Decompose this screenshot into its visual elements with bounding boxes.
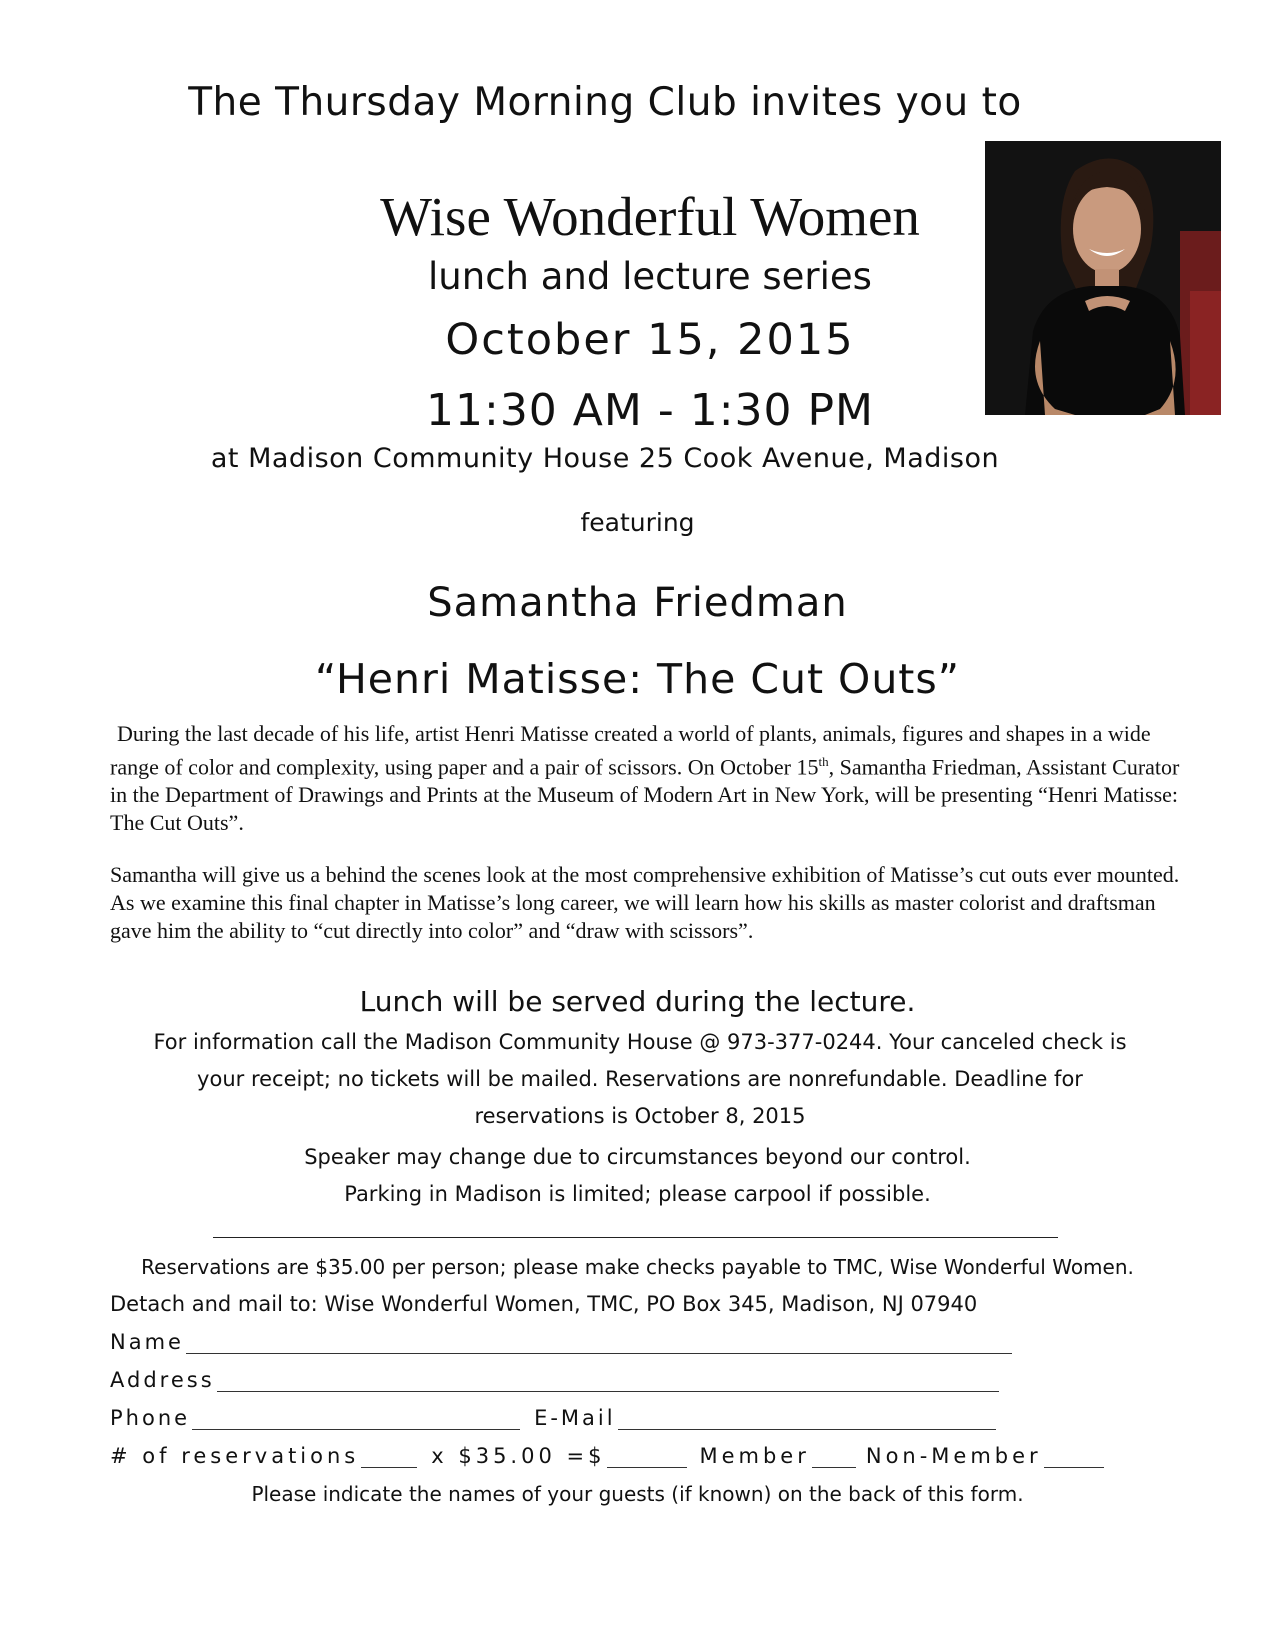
event-venue: at Madison Community House 25 Cook Avenue, Madison	[210, 443, 1000, 474]
price-multiplier: x $35.00 =$	[431, 1444, 606, 1468]
email-field[interactable]	[618, 1409, 996, 1430]
email-label: E-Mail	[534, 1406, 616, 1430]
address-row	[110, 1368, 999, 1392]
invitation-line: The Thursday Morning Club invites you to	[188, 80, 1022, 125]
parking-note: Parking in Madison is limited; please carpool if possible.	[344, 1182, 931, 1206]
address-field[interactable]	[217, 1371, 999, 1392]
event-time: 11:30 AM - 1:30 PM	[426, 385, 874, 436]
non-member-label: Non-Member	[865, 1444, 1042, 1468]
paragraph-1-text-b: , Samantha Friedman, Assistant Curator in the Department of Drawings and Prints at the Museum of Modern Art in New York, will be presenting “Henri Matisse: The Cut Outs”.	[110, 754, 1180, 836]
guests-note: Please indicate the names of your guests (if known) on the back of this form.	[251, 1482, 1024, 1506]
mailing-address: Detach and mail to: Wise Wonderful Women, TMC, PO Box 345, Madison, NJ 07940	[110, 1292, 978, 1316]
phone-field[interactable]	[192, 1409, 520, 1430]
description-paragraph-2: Samantha will give us a behind the scenes look at the most comprehensive exhibition of Matisse’s cut outs ever mounted. As we examine this final chapter in Matisse’s long career, we will learn how his skills as master colorist and draftsman gave him the ability to “cut directly into color” and “draw with scissors”.	[110, 862, 1180, 943]
event-date: October 15, 2015	[445, 315, 855, 365]
name-row	[110, 1330, 1012, 1354]
reservation-count-row	[110, 1444, 1104, 1468]
address-label: Address	[110, 1368, 215, 1392]
non-member-field[interactable]	[1044, 1447, 1104, 1468]
speaker-photo	[985, 141, 1221, 415]
total-amount-field[interactable]	[607, 1447, 687, 1468]
paragraph-1-text-a: During the last decade of his life, artist Henri Matisse created a world of plants, animals, figures and shapes in a wide range of color and complexity, using paper and a pair of scissors. On October 15	[110, 721, 1151, 780]
speaker-name: Samantha Friedman	[427, 580, 848, 626]
speaker-photo-image	[985, 141, 1221, 415]
event-title: Wise Wonderful Women	[380, 186, 920, 247]
member-label: Member	[699, 1444, 810, 1468]
detach-divider	[213, 1237, 1058, 1238]
reservation-count-field[interactable]	[361, 1447, 417, 1468]
description-paragraph-1	[110, 720, 1185, 837]
reservation-count-label: # of reservations	[110, 1444, 360, 1468]
featuring-label: featuring	[580, 508, 695, 537]
event-subtitle: lunch and lecture series	[428, 255, 872, 298]
paragraph-1-superscript: th	[818, 754, 829, 769]
member-field[interactable]	[812, 1447, 856, 1468]
information-text: For information call the Madison Community House @ 973-377-0244. Your canceled check is your receipt; no tickets will be mailed. Reservations are nonrefundable. Deadline for reservations is October 8, 2015	[153, 1030, 1127, 1128]
name-label: Name	[110, 1330, 184, 1354]
lunch-note: Lunch will be served during the lecture.	[359, 985, 916, 1018]
phone-label: Phone	[110, 1406, 191, 1430]
talk-title: “Henri Matisse: The Cut Outs”	[314, 655, 960, 703]
phone-email-row	[110, 1406, 996, 1430]
name-field[interactable]	[186, 1333, 1012, 1354]
speaker-change-note: Speaker may change due to circumstances beyond our control.	[304, 1145, 971, 1169]
reservation-price-note: Reservations are $35.00 per person; please make checks payable to TMC, Wise Wonderful Women.	[141, 1255, 1134, 1279]
